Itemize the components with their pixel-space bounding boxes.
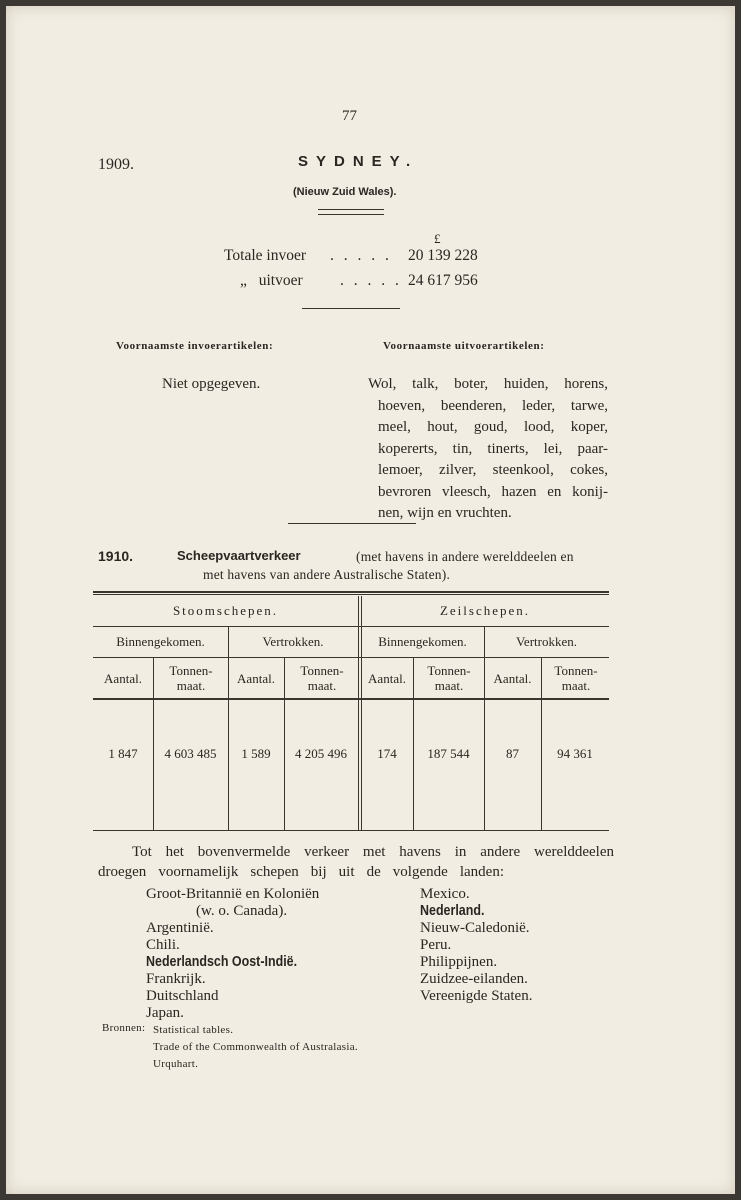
source-item: Trade of the Commonwealth of Australasia. [153,1041,358,1053]
export-dots: . . . . . [340,272,402,289]
steam-out-count: 1 589 [241,746,271,761]
export-total-value: 24 617 956 [408,272,478,289]
page-number: 77 [342,108,357,124]
currency-symbol: £ [434,231,441,246]
steam-out-tonnage-header: Tonnen-maat. [300,663,344,693]
articles-rule [288,523,416,524]
sail-header: Zeilschepen. [439,603,531,618]
country-item: Nieuw-Caledonië. [420,920,530,936]
sail-in-header: Binnengekomen. [378,634,467,649]
steam-in-count-header: Aantal. [104,671,142,686]
sail-in-tonnage: 187 544 [427,746,470,761]
table-vline-col3 [284,657,285,830]
countries-right-list [420,886,532,1005]
country-item: Frankrijk. [146,971,206,987]
import-articles-text: Niet opgegeven. [162,376,261,392]
export-line: bevroren vleesch, hazen en konij- [378,483,608,500]
export-line: lemoer, zilver, steenkool, cokes, [378,462,608,478]
table-bottom-rule [93,830,609,831]
sail-out-count-header: Aantal. [493,671,532,686]
export-total-label: „ uitvoer [240,272,303,289]
region-subtitle: (Nieuw Zuid Wales). [293,186,397,198]
shipping-desc-line2: met havens van andere Australische Staten). [203,567,451,582]
source-item: Urquhart. [153,1058,199,1070]
table-rule-level1 [93,626,609,627]
country-item: Duitschland [146,988,219,1004]
import-total-value: 20 139 228 [408,247,478,264]
country-item: Peru. [420,937,452,953]
import-articles-header: Voornaamste invoerartikelen: [116,340,274,352]
import-total-label: Totale invoer [224,247,306,264]
shipping-title: Scheepvaartverkeer [177,548,301,563]
sail-in-tonnage-header: Tonnen-maat. [427,663,471,693]
country-item: Argentinië. [146,920,214,936]
table-vline-sail-split [484,626,485,830]
country-item: Vereenigde Staten. [420,988,533,1004]
document-page [6,6,735,1194]
steam-in-header: Binnengekomen. [116,634,205,649]
table-vline-col7 [541,657,542,830]
table-vline-steam-split [228,626,229,830]
sail-in-count-header: Aantal. [368,671,406,686]
export-articles-header: Voornaamste uitvoerartikelen: [383,340,545,352]
country-item: Japan. [146,1005,184,1021]
table-rule-level2 [93,657,609,658]
export-line: kopererts, tin, tinerts, lei, paar- [378,440,608,457]
sail-in-count: 174 [377,746,397,761]
source-item: Statistical tables. [153,1024,234,1036]
sail-out-tonnage-header: Tonnen-maat. [554,663,598,693]
table-vline-center [358,596,359,830]
countries-intro-line1: Tot het bovenvermelde verkeer met havens in andere werelddeelen [132,844,614,860]
steam-out-tonnage: 4 205 496 [295,746,347,761]
title-rule-2 [318,214,384,215]
sources-label: Bronnen: [102,1022,146,1034]
country-item: (w. o. Canada). [196,903,288,919]
sources-list [153,1022,358,1073]
export-line: hoeven, beenderen, leder, tarwe, [378,397,608,414]
steam-out-header: Vertrokken. [262,634,324,649]
country-item: Chili. [146,937,180,953]
export-line: meel, hout, goud, lood, koper, [378,419,608,435]
countries-left-list [146,886,322,1022]
table-top-rule-2 [93,594,609,595]
countries-intro-line2: droegen voornamelijk schepen bij uit de volgende landen: [98,864,504,880]
sail-out-tonnage: 94 361 [557,746,593,761]
steam-header: Stoomschepen. [172,603,279,618]
steam-in-count: 1 847 [108,746,138,761]
title-rule-1 [318,209,384,210]
table-header-bottom-rule [93,698,609,700]
table-vline-col5 [413,657,414,830]
export-articles-text [368,374,608,525]
country-item: Philippijnen. [420,954,498,970]
steam-out-count-header: Aantal. [237,671,275,686]
city-title: SYDNEY. [298,153,419,170]
country-item: Mexico. [420,886,470,902]
table-vline-col1 [153,657,154,830]
sail-out-header: Vertrokken. [515,634,577,649]
steam-in-tonnage: 4 603 485 [164,746,217,761]
shipping-year: 1910. [98,548,134,564]
export-line: Wol, talk, boter, huiden, horens, [368,376,608,392]
country-item: Zuidzee-eilanden. [420,971,528,987]
totals-rule [302,308,400,309]
table-top-rule [93,591,609,593]
export-line-last: nen, wijn en vruchten. [378,505,512,521]
steam-in-tonnage-header: Tonnen-maat. [169,663,213,693]
sail-out-count: 87 [506,746,519,761]
country-item-bold: Nederland. [420,903,485,919]
year-label: 1909. [98,156,134,173]
country-item: Groot-Britannië en Koloniën [146,886,320,902]
country-item-bold: Nederlandsch Oost-Indië. [146,954,298,970]
import-dots: . . . . . [330,247,392,264]
table-vline-center-2 [361,596,362,830]
shipping-desc-line1: (met havens in andere werelddeelen en [356,549,574,564]
